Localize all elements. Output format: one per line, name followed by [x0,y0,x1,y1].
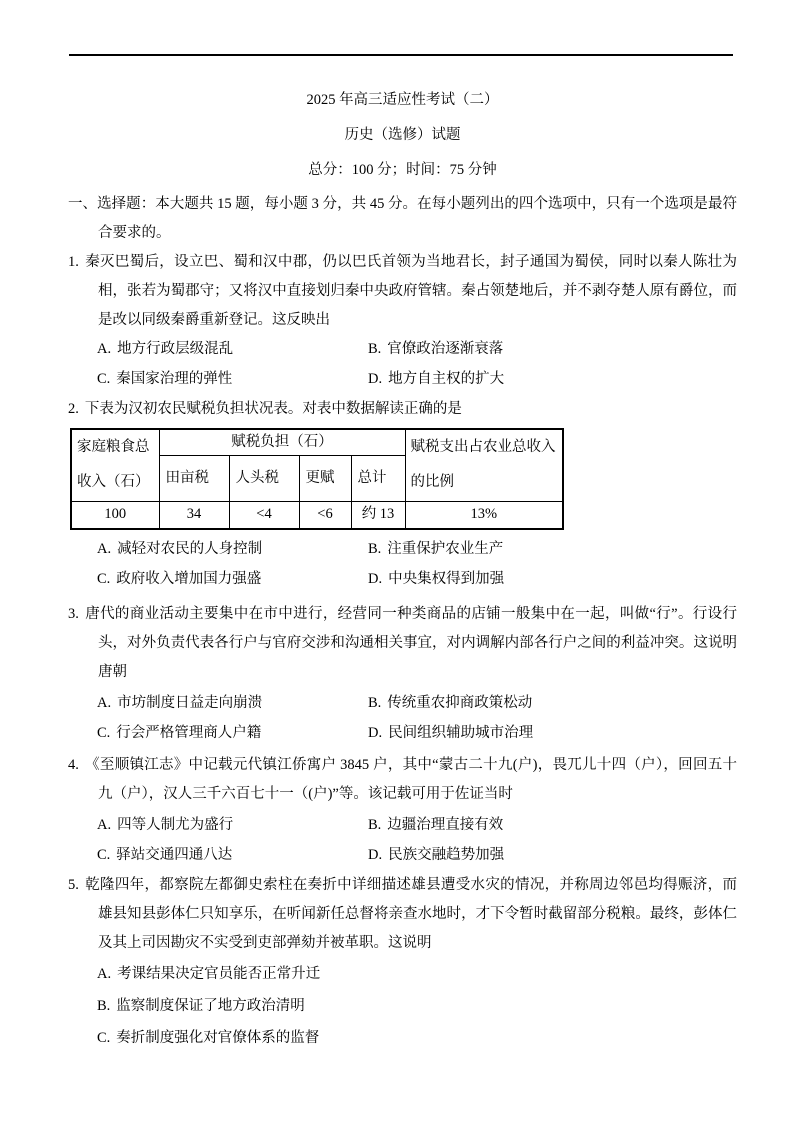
table-data-row [71,501,563,529]
question-5-option-a: A. 考课结果决定官员能否正常升迁 [97,966,321,982]
question-3-options [68,689,737,749]
table-header-ratio: 赋税支出占农业总收入的比例 [405,429,563,501]
question-2-option-c: C. 政府收入增加国力强盛 [97,571,262,587]
question-2-number: 2. [68,401,79,417]
question-3-option-a: A. 市坊制度日益走向崩溃 [97,695,263,711]
question-4-number: 4. [68,757,79,773]
question-3-option-b: B. 传统重农抑商政策松动 [368,695,533,711]
table-cell-income: 100 [71,501,159,529]
table-subheader-field-tax: 田亩税 [159,455,229,501]
question-5 [68,871,737,1053]
question-3 [68,600,737,749]
question-2 [68,395,737,595]
question-4-text: 《至顺镇江志》中记载元代镇江侨寓户 3845 户，其中“蒙古二十九(户)，畏兀儿十四（户），回回五十九（户），汉人三千六百七十一（(户)”等。该记载可用于佐证当时 [84,757,737,802]
question-3-text: 唐代的商业活动主要集中在市中进行，经营同一种类商品的店铺一般集中在一起，叫做“行”。行设行头，对外负责代表各行户与官府交涉和沟通相关事宜，对内调解内部各行户之间的利益冲突。这说明唐朝 [84,606,737,680]
header-rule [69,54,733,56]
table-cell-poll-tax: <4 [229,501,299,529]
question-4-option-d: D. 民族交融趋势加强 [368,847,505,863]
question-1-number: 1. [68,254,79,270]
exam-title: 2025 年高三适应性考试（二） [306,92,499,108]
question-1-option-d: D. 地方自主权的扩大 [368,371,505,387]
section-one-heading: 一、选择题：本大题共 15 题，每小题 3 分，共 45 分。在每小题列出的四个选项中，只有一个选项是最符合要求的。 [68,196,737,241]
question-5-option-c: C. 奏折制度强化对官僚体系的监督 [97,1030,320,1046]
exam-subtitle: 历史（选修）试题 [344,127,461,143]
question-1-options [68,335,737,395]
table-cell-total: 约 13 [351,501,405,529]
question-3-option-c: C. 行会严格管理商人户籍 [97,725,262,741]
question-1 [68,248,737,395]
question-5-options [68,960,737,1053]
question-2-option-d: D. 中央集权得到加强 [368,571,505,587]
question-2-option-a: A. 减轻对农民的人身控制 [97,541,263,557]
question-3-option-d: D. 民间组织辅助城市治理 [368,725,534,741]
table-subheader-poll-tax: 人头税 [229,455,299,501]
table-subheader-gengfu-tax: 更赋 [299,455,351,501]
table-header-burden: 赋税负担（石） [159,429,405,455]
tax-burden-table [70,428,564,530]
question-2-text: 下表为汉初农民赋税负担状况表。对表中数据解读正确的是 [84,401,462,417]
table-subheader-total: 总计 [351,455,405,501]
question-2-stem [68,395,737,424]
table-cell-ratio: 13% [405,501,563,529]
question-1-stem [68,248,737,335]
question-5-stem [68,871,737,958]
question-4-stem [68,751,737,809]
question-1-text: 秦灭巴蜀后，设立巴、蜀和汉中郡，仍以巴氏首领为当地君长，封子通国为蜀侯，同时以秦人陈壮为相，张若为蜀郡守；又将汉中直接划归秦中央政府管辖。秦占领楚地后，并不剥夺楚人原有爵位，而是改以同级秦爵重新登记。这反映出 [84,254,737,328]
question-2-option-b: B. 注重保护农业生产 [368,541,504,557]
question-2-options [68,535,737,595]
question-1-option-c: C. 秦国家治理的弹性 [97,371,233,387]
question-4-option-b: B. 边疆治理直接有效 [368,817,504,833]
question-5-option-b: B. 监察制度保证了地方政治清明 [97,998,305,1014]
question-4-option-c: C. 驿站交通四通八达 [97,847,233,863]
question-1-option-a: A. 地方行政层级混乱 [97,341,234,357]
table-header-income: 家庭粮食总收入（石） [71,429,159,501]
question-3-stem [68,600,737,687]
question-4-option-a: A. 四等人制尤为盛行 [97,817,234,833]
table-cell-gengfu-tax: <6 [299,501,351,529]
question-5-number: 5. [68,877,79,893]
question-4-options [68,811,737,871]
question-1-option-b: B. 官僚政治逐渐衰落 [368,341,504,357]
exam-meta: 总分：100 分；时间：75 分钟 [308,162,497,178]
question-5-text: 乾隆四年，都察院左都御史索柱在奏折中详细描述雄县遭受水灾的情况，并称周边邻邑均得赈济，而雄县知县彭体仁只知享乐，在听闻新任总督将亲查水地时，才下令暂时截留部分税粮。最终，彭体仁及其上司因勘灾不实受到吏部弹劾并被革职。这说明 [84,877,737,951]
table-cell-field-tax: 34 [159,501,229,529]
table-header-row-1 [71,429,563,455]
question-3-number: 3. [68,606,79,622]
question-4 [68,751,737,871]
